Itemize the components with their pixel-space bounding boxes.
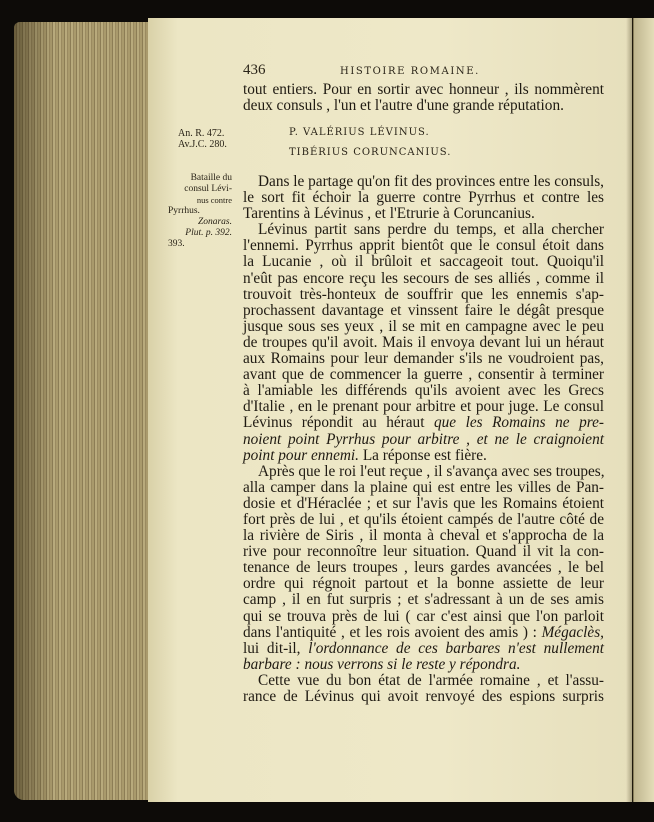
text-segment: tenance de leurs troupes , leurs gardes avancées , le bel xyxy=(243,559,604,577)
text-line xyxy=(243,609,604,625)
text-line xyxy=(243,689,604,705)
text-segment: qui se trouva près de lui ( car c'est ainsi que l'on parloit xyxy=(243,607,604,625)
text-line xyxy=(243,303,604,319)
text-segment: Dans le partage qu'on fit des provinces entre les consuls, xyxy=(258,173,604,190)
text-line xyxy=(243,528,604,544)
side-note-line: Zonaras. xyxy=(197,217,232,227)
text-segment: prochassent davantage et vinssent faire le dégât presque xyxy=(243,301,604,319)
page-edges-shadow xyxy=(14,22,54,800)
text-segment: camp , il en fut surpris ; et s'adressant à un de ses amis xyxy=(243,591,604,609)
text-line xyxy=(243,383,604,399)
text-segment: Lévinus partit sans perdre du temps, et alla chercher xyxy=(258,221,604,239)
text-line xyxy=(243,335,604,351)
text-line xyxy=(243,254,604,270)
text-segment: dosie et d'Héraclée ; et sur l'avis que les Romains étoient xyxy=(243,494,604,512)
text-segment: à l'amiable les différends qu'ils avoient avec les Grecs xyxy=(243,382,604,400)
text-line xyxy=(243,206,604,222)
text-segment: ordre qui régnoit partout et la bonne assiette de leur xyxy=(243,575,604,593)
text-segment: le sort fit échoir la guerre contre Pyrrhus et contre les xyxy=(243,189,604,207)
text-line xyxy=(243,464,604,480)
text-line xyxy=(243,174,604,190)
text-line xyxy=(243,480,604,496)
facing-page-edge xyxy=(633,18,654,802)
text-segment: lui dit-il, xyxy=(243,639,309,657)
text-segment: trouvoit très-honteux de souffrir que les ennemis s'ap- xyxy=(243,285,604,303)
date-note-line: An. R. 472. xyxy=(178,128,225,139)
page-gutter xyxy=(626,18,634,802)
side-note-line: nus contre xyxy=(196,195,232,205)
text-segment: Après que le roi l'eut reçue , il s'avança avec ses troupes, xyxy=(258,462,605,480)
text-line xyxy=(243,512,604,528)
consul-name: TIBÉRIUS CORUNCANIUS. xyxy=(289,147,452,158)
text-line xyxy=(243,399,604,415)
text-segment: La réponse est fière. xyxy=(359,446,487,464)
side-note xyxy=(168,173,232,250)
top-lines xyxy=(243,82,604,114)
italic-text: noient point Pyrrhus pour arbitre , et ne le craignoient xyxy=(243,430,604,448)
text-line xyxy=(243,432,604,448)
text-segment: avant que de commencer la guerre , consentir à terminer xyxy=(243,366,604,384)
text-segment: deux consuls , l'un et l'autre d'une grande réputation. xyxy=(243,97,564,115)
text-segment: Tarentins à Lévinus , et l'Etrurie à Coruncanius. xyxy=(243,205,535,223)
side-note-line: Bataille du xyxy=(190,173,232,183)
italic-text: que les Romains ne pre- xyxy=(433,414,604,432)
text-line xyxy=(243,592,604,608)
side-note-line: consul Lévi- xyxy=(184,184,232,194)
italic-text: point pour ennemi. xyxy=(243,446,359,464)
text-line xyxy=(243,673,604,689)
italic-text: barbare : nous verrons si le reste y répondra. xyxy=(243,655,521,673)
text-segment: rance de Lévinus qui avoit renvoyé des espions surpris xyxy=(243,688,604,705)
text-line xyxy=(243,576,604,592)
text-segment: tout entiers. Pour en sortir avec honneur , ils nommèrent xyxy=(243,81,604,98)
page-number: 436 xyxy=(243,62,266,78)
text-line xyxy=(243,657,604,673)
text-segment: Lévinus répondit au héraut xyxy=(243,414,434,432)
text-line xyxy=(243,625,604,641)
text-segment: aux Romains pour leur demander s'ils ne voudroient pas, xyxy=(243,350,604,368)
italic-text: l'ordonnance de ces barbares n'est nullement xyxy=(308,639,604,657)
text-line xyxy=(243,190,604,206)
text-line xyxy=(243,222,604,238)
text-line xyxy=(243,544,604,560)
consul-name: P. VALÉRIUS LÉVINUS. xyxy=(289,127,430,138)
text-line xyxy=(243,367,604,383)
text-line xyxy=(243,98,604,114)
text-segment: dans l'antiquité , et les rois avoient des amis ) : xyxy=(243,623,542,641)
text-segment: l'ennemi. Pyrrhus apprit bientôt que le consul étoit dans xyxy=(243,237,604,255)
side-note-line: Pyrrhus. xyxy=(168,206,200,216)
text-segment: jusque sous ses yeux , il se mit en campagne avec le peu xyxy=(243,317,604,335)
text-segment: la Lucanie , où il brûloit et saccageoit tout. Quoiqu'il xyxy=(243,253,604,271)
text-segment: alla camper dans la plaine qui est entre les villes de Pan- xyxy=(243,478,604,496)
running-head: HISTOIRE ROMAINE. xyxy=(340,66,480,77)
text-segment: d'Italie , en le prenant pour arbitre et pour juge. Le consul xyxy=(243,398,604,416)
body-text xyxy=(243,174,604,705)
text-segment: rive pour reconnoître leur situation. Quand il vit la con- xyxy=(243,543,604,561)
text-line xyxy=(243,238,604,254)
text-segment: n'eût pas encore reçu les secours de ses alliés , comme il xyxy=(243,269,604,287)
text-line xyxy=(243,641,604,657)
text-line xyxy=(243,351,604,367)
italic-text: Mégaclès, xyxy=(541,623,604,641)
text-line xyxy=(243,448,604,464)
text-line xyxy=(243,82,604,98)
text-line xyxy=(243,271,604,287)
text-line xyxy=(243,415,604,431)
text-line xyxy=(243,287,604,303)
side-note-line: 393. xyxy=(168,239,185,249)
text-line xyxy=(243,560,604,576)
text-segment: de troupes qu'il avoit. Mais il envoya devant lui un héraut xyxy=(243,333,604,351)
date-note xyxy=(178,128,246,150)
text-segment: fort près de lui , et qu'ils étoient campés de l'autre côté de xyxy=(243,510,604,528)
date-note-line: Av.J.C. 280. xyxy=(178,139,227,150)
text-segment: la rivière de Siris , il monta à cheval et s'approcha de la xyxy=(243,527,604,545)
text-line xyxy=(243,319,604,335)
side-note-line: Plut. p. 392. xyxy=(185,228,232,238)
text-segment: Cette vue du bon état de l'armée romaine , et l'assu- xyxy=(258,671,604,689)
text-line xyxy=(243,496,604,512)
